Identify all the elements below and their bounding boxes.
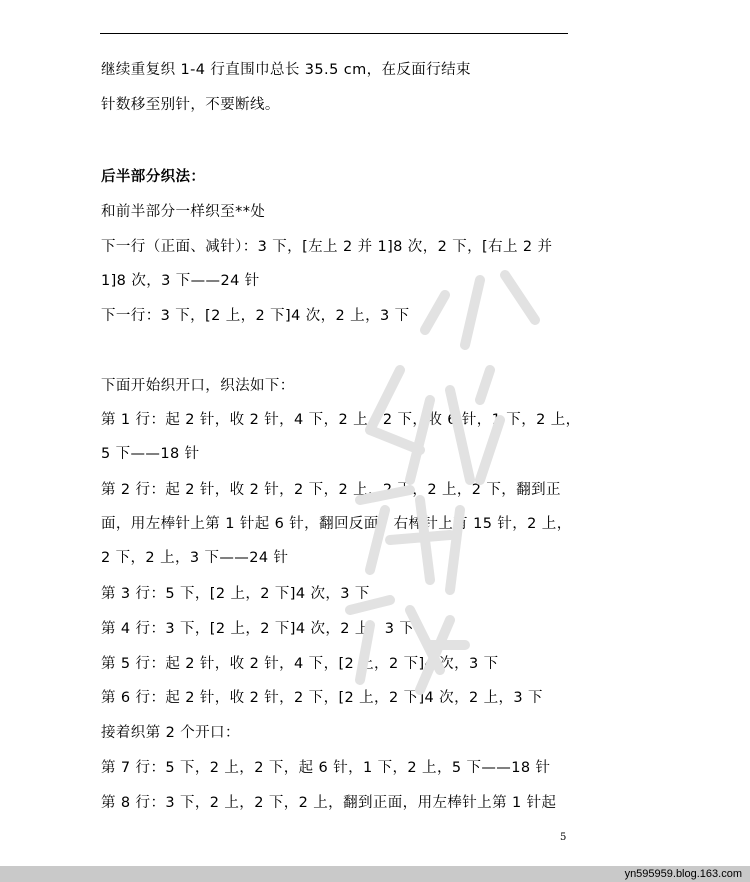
source-url: yn595959.blog.163.com [624, 868, 742, 880]
text-line-8: 接着织第 2 个开口： [101, 725, 240, 741]
row-6-instruction: 第 6 行：起 2 针，收 2 针，2 下，[2 上，2 下]4 次，2 上，3 下 [101, 690, 543, 706]
text-line-2: 针数移至别针，不要断线。 [101, 97, 280, 113]
row-2-instruction: 第 2 行：起 2 针，收 2 针，2 下，2 上，2 下，2 上，2 下，翻到正 [101, 482, 561, 498]
text-line-3: 和前半部分一样织至**处 [101, 204, 266, 220]
footer-bar [0, 866, 750, 882]
text-line-5: 1]8 次，3 下——24 针 [101, 273, 260, 289]
row-1-continued: 5 下——18 针 [101, 446, 200, 462]
row-2-continued-2: 2 下，2 上，3 下——24 针 [101, 550, 289, 566]
text-line-1: 继续重复织 1-4 行直围巾总长 35.5 cm，在反面行结束 [101, 62, 471, 78]
section-heading-back-half: 后半部分织法： [101, 169, 206, 185]
text-line-6: 下一行：3 下，[2 上，2 下]4 次，2 上，3 下 [101, 308, 410, 324]
row-5-instruction: 第 5 行：起 2 针，收 2 针，4 下，[2 上，2 下]4 次，3 下 [101, 656, 499, 672]
row-8-instruction: 第 8 行：3 下，2 上，2 下，2 上，翻到正面，用左棒针上第 1 针起 [101, 795, 557, 811]
text-line-4: 下一行（正面、减针）：3 下，[左上 2 并 1]8 次，2 下，[右上 2 并 [101, 239, 553, 255]
row-7-instruction: 第 7 行：5 下，2 上，2 下，起 6 针，1 下，2 上，5 下——18 针 [101, 760, 551, 776]
row-1-instruction: 第 1 行：起 2 针，收 2 针，4 下，2 上，2 下，收 6 针，1 下，2 上， [101, 412, 581, 428]
header-rule [100, 33, 568, 34]
row-2-continued-1: 面，用左棒针上第 1 针起 6 针，翻回反面，右棒针上有 15 针，2 上， [101, 516, 572, 532]
row-3-instruction: 第 3 行：5 下，[2 上，2 下]4 次，3 下 [101, 586, 370, 602]
text-line-7: 下面开始织开口，织法如下： [101, 378, 295, 394]
row-4-instruction: 第 4 行：3 下，[2 上，2 下]4 次，2 上，3 下 [101, 621, 415, 637]
page-number: 5 [560, 832, 567, 843]
